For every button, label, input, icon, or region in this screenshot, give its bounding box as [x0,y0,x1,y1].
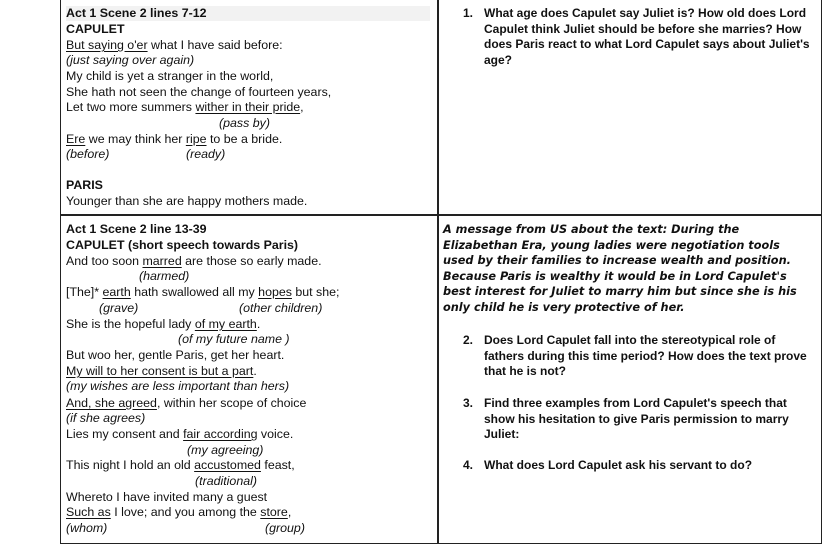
line-text: hath swallowed all my [130,285,259,299]
gloss: (before) [66,147,110,161]
underlined-phrase: ripe [185,132,207,146]
line-text: . [253,364,257,378]
question-text: Find three examples from Lord Capulet's speech that show his hesitation to give Paris permission to marry Juliet: [484,396,789,442]
gloss: (my agreeing) [187,443,264,457]
underlined-phrase: fair according [183,427,258,441]
text-line [66,364,257,379]
gloss: (grave) [99,301,139,315]
column-divider [437,0,439,544]
underlined-phrase: My will to her consent is but a part [66,364,254,378]
line-text: And too soon [66,254,143,268]
line-text: , [300,100,304,114]
line-text: but she; [291,285,340,299]
text-line [66,427,293,442]
text-line: My child is yet a stranger in the world, [66,69,274,83]
text-line [66,317,260,332]
section-heading: Act 1 Scene 2 line 13-39 [66,222,207,236]
text-line: She hath not seen the change of fourteen years, [66,85,332,99]
line-text: , [287,505,292,519]
text-line: But woo her, gentle Paris, get her heart. [66,348,285,362]
underlined-phrase: earth [102,285,131,299]
text-line [66,254,322,269]
line-text: feast, [260,458,295,472]
line-text: we may think her [85,132,186,146]
line-text: I love; and you among the [110,505,261,519]
gloss: (harmed) [139,269,190,283]
question-number: 3. [463,396,474,410]
underlined-phrase: store [260,505,288,519]
text-line [66,132,282,147]
speaker-paris: PARIS [66,178,103,192]
line-text: Lies my consent and [66,427,184,441]
question-1 [463,6,815,68]
line-text: , within her scope of choice [156,396,307,410]
underlined-phrase: marred [142,254,182,268]
underlined-phrase: And, she agreed [66,396,157,410]
question-3 [463,396,815,443]
question-text: What age does Capulet say Juliet is? How old does Lord Capulet think Juliet should be before she marries? How does Paris react to what Lord Capulet says about Juliet's age? [484,6,810,67]
underlined-phrase: But saying o'er [66,38,148,52]
text-line [66,396,306,411]
line-text: This night I hold an old [66,458,195,472]
text-line [66,38,283,53]
gloss: (group) [265,521,305,535]
underlined-phrase: accustomed [194,458,261,472]
line-text: to be a bride. [206,132,283,146]
underlined-phrase: hopes [258,285,292,299]
teacher-message: A message from US about the text: During the Elizabethan Era, young ladies were negotiation tools used by their families to increase wealth and position. Because Paris is wealthy it would be in Lord Capulet's best interest for Juliet to marry him but since she is his only child he is very protective of her. [443,223,797,314]
gloss: (traditional) [195,474,257,488]
gloss: (of my future name ) [178,332,290,346]
gloss: (pass by) [219,116,270,130]
speaker-capulet: CAPULET [66,22,125,36]
row-divider [60,214,822,216]
line-text: what I have said before: [147,38,283,52]
section-heading: Act 1 Scene 2 lines 7-12 [66,6,430,21]
gloss: (other children) [239,301,323,315]
gloss: (ready) [186,147,226,161]
line-text: . [256,317,261,331]
text-line: Whereto I have invited many a guest [66,490,268,504]
text-line [66,285,339,300]
line-text: voice. [257,427,294,441]
question-4 [463,458,815,474]
question-number: 1. [463,6,474,20]
line-text: Let two more summers [66,100,196,114]
question-2 [463,333,815,380]
question-number: 2. [463,333,474,347]
text-line: Younger than she are happy mothers made. [66,194,308,208]
line-text: are those so early made. [181,254,322,268]
gloss: (just saying over again) [66,53,195,67]
gloss: (whom) [66,521,108,535]
gloss: (if she agrees) [66,411,146,425]
underlined-phrase: Such as [66,505,111,519]
text-line [66,458,295,473]
underlined-phrase: Ere [66,132,86,146]
question-number: 4. [463,458,474,472]
question-text: Does Lord Capulet fall into the stereotypical role of fathers during this time period? How does the text prove that he is not? [484,333,807,379]
line-text: She is the hopeful lady [66,317,195,331]
line-text: [The]* [66,285,103,299]
speaker-capulet: CAPULET (short speech towards Paris) [66,238,299,252]
question-text: What does Lord Capulet ask his servant to do? [484,458,753,472]
text-line [66,100,304,115]
text-line [66,505,291,520]
gloss: (my wishes are less important than hers) [66,379,290,393]
underlined-phrase: wither in their pride [195,100,301,114]
underlined-phrase: of my earth [194,317,257,331]
